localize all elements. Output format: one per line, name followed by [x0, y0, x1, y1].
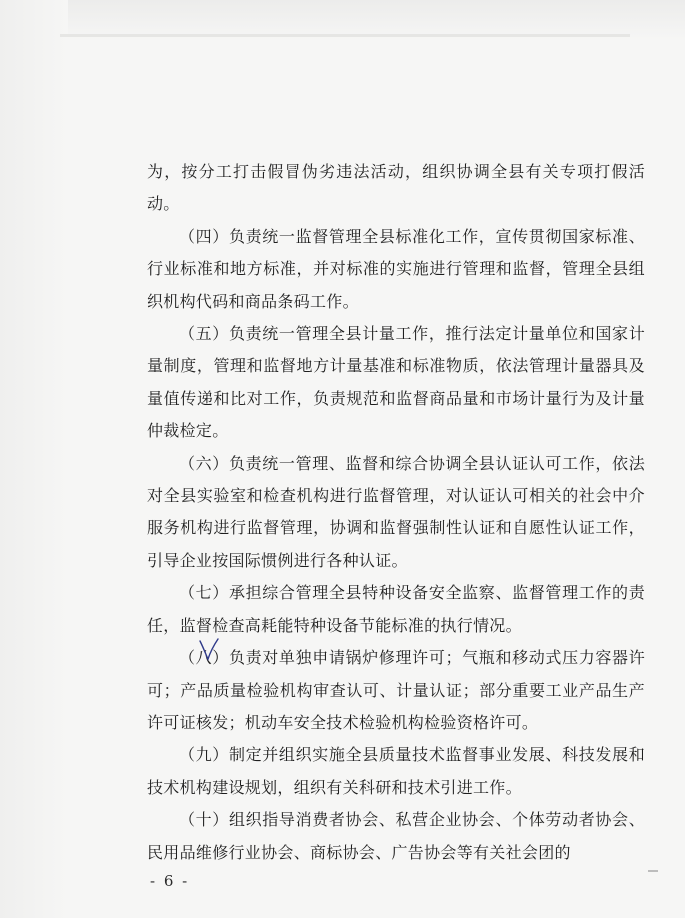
scan-shadow	[60, 34, 630, 37]
handwritten-pen-mark	[196, 635, 222, 663]
scan-edge-left	[0, 0, 68, 918]
paragraph-item-10: （十）组织指导消费者协会、私营企业协会、个体劳动者协会、民用品维修行业协会、商标协会、广告协会等有关社会团的	[147, 810, 645, 862]
page-number: - 6 -	[150, 872, 190, 890]
paragraph-item-8: （八）负责对单独申请锅炉修理许可；气瓶和移动式压力容器许可；产品质量检验机构审查认可、计量认证；部分重要工业产品生产许可证核发；机动车安全技术检验机构检验资格许可。	[147, 648, 645, 732]
paragraph-item-7: （七）承担综合管理全县特种设备安全监察、监督管理工作的责任，监督检查高耗能特种设备节能标准的执行情况。	[147, 583, 645, 635]
paragraph-item-5: （五）负责统一管理全县计量工作，推行法定计量单位和国家计量制度，管理和监督地方计量基准和标准物质，依法管理计量器具及量值传递和比对工作，负责规范和监督商品量和市场计量行为及计量仲裁检定。	[147, 324, 645, 441]
paragraph-item-4: （四）负责统一监督管理全县标准化工作，宣传贯彻国家标准、行业标准和地方标准，并对标准的实施进行管理和监督，管理全县组织机构代码和商品条码工作。	[147, 226, 645, 311]
document-body	[147, 156, 645, 869]
scan-speck	[648, 870, 658, 872]
paragraph-item-6: （六）负责统一管理、监督和综合协调全县认证认可工作，依法对全县实验室和检查机构进行监督管理，对认证认可相关的社会中介服务机构进行监督管理，协调和监督强制性认证和自愿性认证工作，引导企业按国际惯例进行各种认证。	[147, 453, 645, 570]
paragraph-item-9: （九）制定并组织实施全县质量技术监督事业发展、科技发展和技术机构建设规划，组织有关科研和技术引进工作。	[147, 745, 645, 797]
paragraph-continuation: 为，按分工打击假冒伪劣违法活动，组织协调全县有关专项打假活动。	[147, 162, 645, 214]
